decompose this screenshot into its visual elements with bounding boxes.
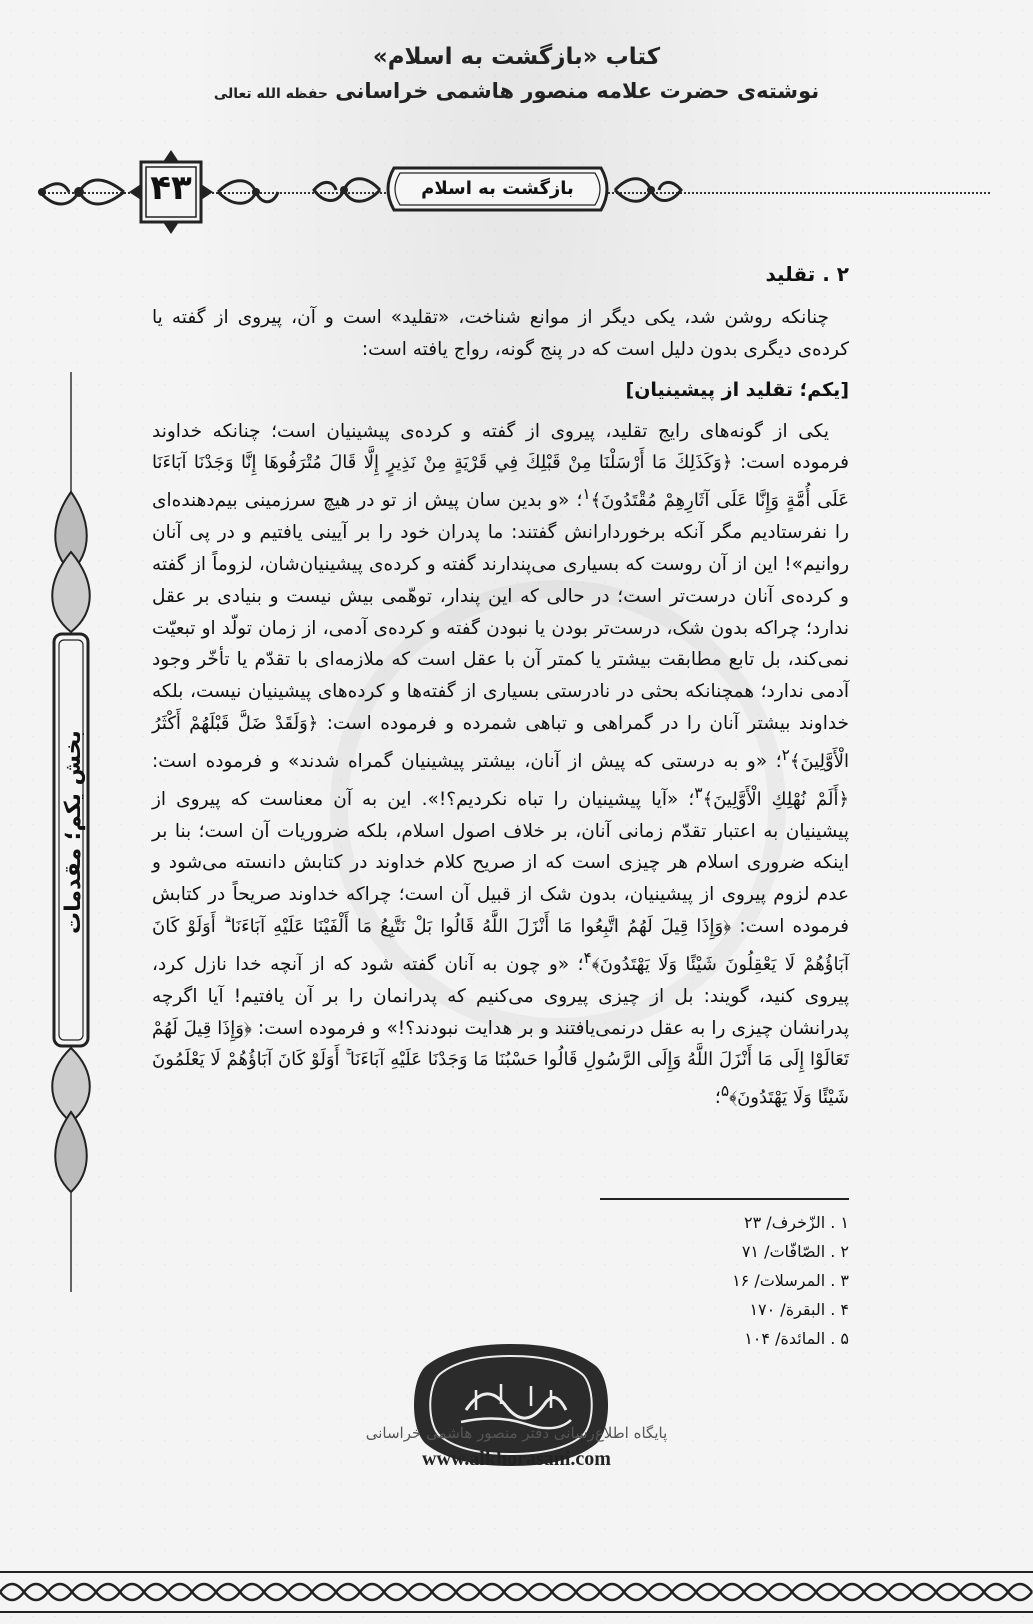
author-line [0, 76, 1033, 109]
intro-paragraph: چنانکه روشن شد، یکی دیگر از موانع شناخت، «تقلید» است و آن، پیروی از گفته یا کرده‌ی دیگری بدون دلیل است که در پنج گونه، رواج یافته است: [152, 307, 849, 360]
footnote-ref: ۳ [694, 783, 703, 802]
footnote-divider [600, 1198, 849, 1200]
footnote-item: ۵ . المائدة/ ۱۰۴ [744, 1329, 849, 1348]
section-heading: ۲ . تقلید [765, 262, 849, 286]
bottom-decorative-border [0, 1568, 1033, 1616]
quran-verse: ﴿وَلَقَدْ ضَلَّ قَبْلَهُمْ أَكْثَرُ الْأَوَّلِينَ﴾ [152, 712, 849, 772]
section-right-ornament-icon [613, 168, 685, 212]
quran-verse: ﴿وَإِذَا قِيلَ لَهُمُ اتَّبِعُوا مَا أَنْزَلَ اللَّهُ قَالُوا بَلْ نَتَّبِعُ مَا أَلْفَيْنَا عَلَيْهِ آبَاءَنَا ۗ أَوَلَوْ كَانَ آبَاؤُهُمْ لَا يَعْقِلُونَ شَيْئًا وَلَا يَهْتَدُونَ﴾ [152, 916, 849, 975]
footnote-ref: ۵ [720, 1082, 730, 1101]
footnote-item: ۱ . الزّخرف/ ۲۳ [744, 1213, 849, 1232]
main-text [152, 258, 849, 1114]
body-paragraph [152, 416, 849, 1115]
text-segment: ؛ «و به درستی که پیش از آنان، بیشتر پیشینیان گمراه شدند» و فرموده است: [152, 750, 782, 772]
footnote-item: ۳ . المرسلات/ ۱۶ [732, 1271, 849, 1290]
text-segment: ؛ [714, 1087, 721, 1109]
author-name: نوشته‌ی حضرت علامه منصور هاشمی خراسانی [335, 79, 820, 103]
text-segment: ؛ «و چون به آنان گفته شود که از آنچه خدا نازل کرد، پیروی کنید، گویند: بل از چیزی پیروی می‌کنیم که پدرانمان را بر آن یافتیم! آیا اگرچه پدرانشان چیزی را به عقل درنمی‌یافتند و بر هدایت نبودند؟!» و فرموده است: [152, 953, 850, 1039]
book-title: کتاب «بازگشت به اسلام» [372, 44, 661, 70]
footnote-ref: ۱ [582, 485, 591, 504]
quran-verse: ﴿وَكَذَلِكَ مَا أَرْسَلْنَا مِنْ قَبْلِكَ فِي قَرْيَةٍ مِنْ نَذِيرٍ إِلَّا قَالَ مُتْرَفُوهَا إِنَّا وَجَدْنَا آبَاءَنَا عَلَى أُمَّةٍ وَإِنَّا عَلَى آثَارِهِمْ مُقْتَدُونَ﴾ [152, 452, 849, 512]
footnote-item: ۴ . البقرة/ ۱۷۰ [749, 1300, 849, 1319]
footnote-item: ۲ . الصّافّات/ ۷۱ [741, 1242, 849, 1261]
left-flourish-icon [34, 170, 126, 214]
section-left-ornament-icon [310, 168, 382, 212]
text-segment: ؛ «و بدین سان پیش از تو در هیچ سرزمینی بیم‌دهنده‌ای را نفرستادیم مگر آنکه برخوردارانش گفتند: ما پدران خود را بر آیینی یافتیم و در پی آنان روانیم»! این از آن روست که بسیاری می‌پندارند گفته و کرده‌ی پیشینیان‌شان، لزوماً از گفته و کرده‌ی آنان درست‌تر است؛ در حالی که این پندار، توهّمی بیش نیست و بنیادی بر عقل ندارد؛ چراکه بدون شک، درست‌تر بودن یا نبودن گفته و کرده‌ی آدمی، از زمان تولّد او تبعیّت نمی‌کند، بل تابع مطابقت بیشتر یا کمتر آن با عقل است که ملازمه‌ای با تقدّم یا تأخّر وجود آدمی ندارد؛ همچنانکه بحثی در نادرستی بسیاری از گفته‌ها و کرده‌های پیشینیان نیست، بلکه خداوند بیشتر آنان را در گمراهی و تباهی شمرده و فرموده است: [152, 490, 849, 734]
website-url: www.alkhorasani.com [422, 1448, 611, 1470]
seal-caption: پایگاه اطلاع‌رسانی دفتر منصور هاشمی خراسانی [365, 1424, 668, 1442]
badge-flourish-icon [216, 170, 280, 214]
footnote-ref: ۴ [583, 948, 592, 967]
text-segment: ؛ «آیا پیشینیان را تباه نکردیم؟!». این به آن معناست که پیروی از پیشینیان به اعتبار تقدّم زمانی آنان، بر خلاف اصول اسلام، بلکه ضروریات آن است؛ بنا بر اینکه ضروری اسلام هر چیزی است که از صریح کلام خداوند در کتابش دانسته می‌شود و عدم لزوم پیروی از پیشینیان، بدون شک از قبیل آن است؛ چراکه خداوند صریحاً در کتابش فرموده است: [152, 788, 849, 938]
footnote-ref: ۲ [781, 745, 790, 764]
side-chapter-label: بخش یکم؛ مقدمات [61, 730, 86, 934]
section-title: بازگشت به اسلام [421, 178, 574, 199]
footnotes [600, 1208, 849, 1353]
author-honorific: حفظه الله تعالی [213, 86, 328, 102]
quran-verse: ﴿وَإِذَا قِيلَ لَهُمْ تَعَالَوْا إِلَى مَا أَنْزَلَ اللَّهُ وَإِلَى الرَّسُولِ قَالُوا حَسْبُنَا مَا وَجَدْنَا عَلَيْهِ آبَاءَنَا ۚ أَوَلَوْ كَانَ آبَاؤُهُمْ لَا يَعْلَمُونَ شَيْئًا وَلَا يَهْتَدُونَ﴾ [152, 1017, 849, 1109]
subsection-heading: [یکم؛ تقلید از پیشینیان] [625, 378, 849, 401]
page-number: ۴۳ [150, 168, 192, 208]
text-segment: یکی از گونه‌های رایج تقلید، پیروی از گفته و کرده‌ی پیشینیان است؛ چنانکه خداوند فرموده است: [152, 420, 849, 474]
quran-verse: ﴿أَلَمْ نُهْلِكِ الْأَوَّلِينَ﴾ [702, 788, 849, 810]
